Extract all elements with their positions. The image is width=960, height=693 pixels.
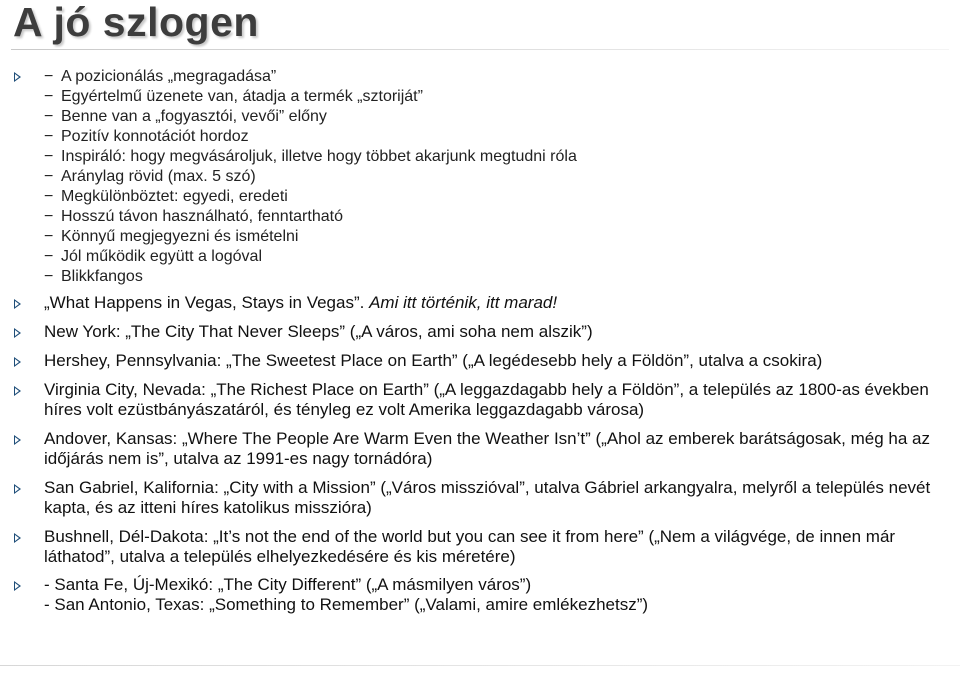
bullet-text: Bushnell, Dél-Dakota: „It’s not the end of the world but you can see it from here” („Nem a világvége, de innen már láthatod”, utalva a település elhelyezkedésére és kis méretére) — [44, 527, 896, 566]
sub-item: − Megkülönböztet: egyedi, eredeti — [44, 188, 288, 205]
bullet-arrow-icon — [14, 386, 21, 396]
sub-item: − Pozitív konnotációt hordoz — [44, 128, 249, 145]
page-title: A jó szlogen — [13, 0, 259, 45]
sub-item: − Aránylag rövid (max. 5 szó) — [44, 168, 256, 185]
bullet-italic-text: Ami itt történik, itt marad! — [369, 293, 558, 312]
bullet-line: - Santa Fe, Új-Mexikó: „The City Different” („A másmilyen város”) — [44, 575, 532, 594]
sub-item: − Blikkfangos — [44, 268, 143, 285]
bullet-text: Hershey, Pennsylvania: „The Sweetest Place on Earth” („A legédesebb hely a Földön”, utalva a csokira) — [44, 351, 823, 370]
bullet-arrow-icon — [14, 581, 21, 591]
bullet-text: San Gabriel, Kalifornia: „City with a Mission” („Város misszióval”, utalva Gábriel arkangyalra, melyről a település nevét kapta, és az itteni híres katolikus misszióra) — [44, 478, 931, 517]
bullet-text: „What Happens in Vegas, Stays in Vegas”. — [44, 293, 365, 312]
sub-item: − Jól működik együtt a logóval — [44, 248, 262, 265]
footer-divider — [0, 665, 960, 666]
bullet-arrow-icon — [14, 435, 21, 445]
bullet-arrow-icon — [14, 72, 21, 82]
sub-item: − Inspiráló: hogy megvásároljuk, illetve hogy többet akarjunk megtudni róla — [44, 148, 577, 165]
bullet-text: Virginia City, Nevada: „The Richest Place on Earth” („A leggazdagabb hely a Földön”, a település az 1800-as években híres volt ezüstbányászatáról, és tényleg ez volt Amerika leggazdagabb városa) — [44, 380, 929, 419]
bullet-arrow-icon — [14, 299, 21, 309]
bullet-arrow-icon — [14, 357, 21, 367]
sub-item: − A pozicionálás „megragadása” — [44, 68, 277, 85]
sub-item: − Egyértelmű üzenete van, átadja a termék „sztoriját” — [44, 88, 423, 105]
bullet-text: New York: „The City That Never Sleeps” („A város, ami soha nem alszik”) — [44, 322, 593, 341]
bullet-arrow-icon — [14, 328, 21, 338]
bullet-line: - San Antonio, Texas: „Something to Remember” („Valami, amire emlékezhetsz”) — [44, 595, 649, 614]
sub-item: − Hosszú távon használható, fenntartható — [44, 208, 343, 225]
sub-item: − Könnyű megjegyezni és ismételni — [44, 228, 299, 245]
bullet-text: Andover, Kansas: „Where The People Are Warm Even the Weather Isn’t” („Ahol az emberek barátságosak, még ha az időjárás nem is”, utalva az 1991-es nagy tornádóra) — [44, 429, 931, 468]
bullet-arrow-icon — [14, 533, 21, 543]
sub-item: − Benne van a „fogyasztói, vevői” előny — [44, 108, 327, 125]
bullet-arrow-icon — [14, 484, 21, 494]
